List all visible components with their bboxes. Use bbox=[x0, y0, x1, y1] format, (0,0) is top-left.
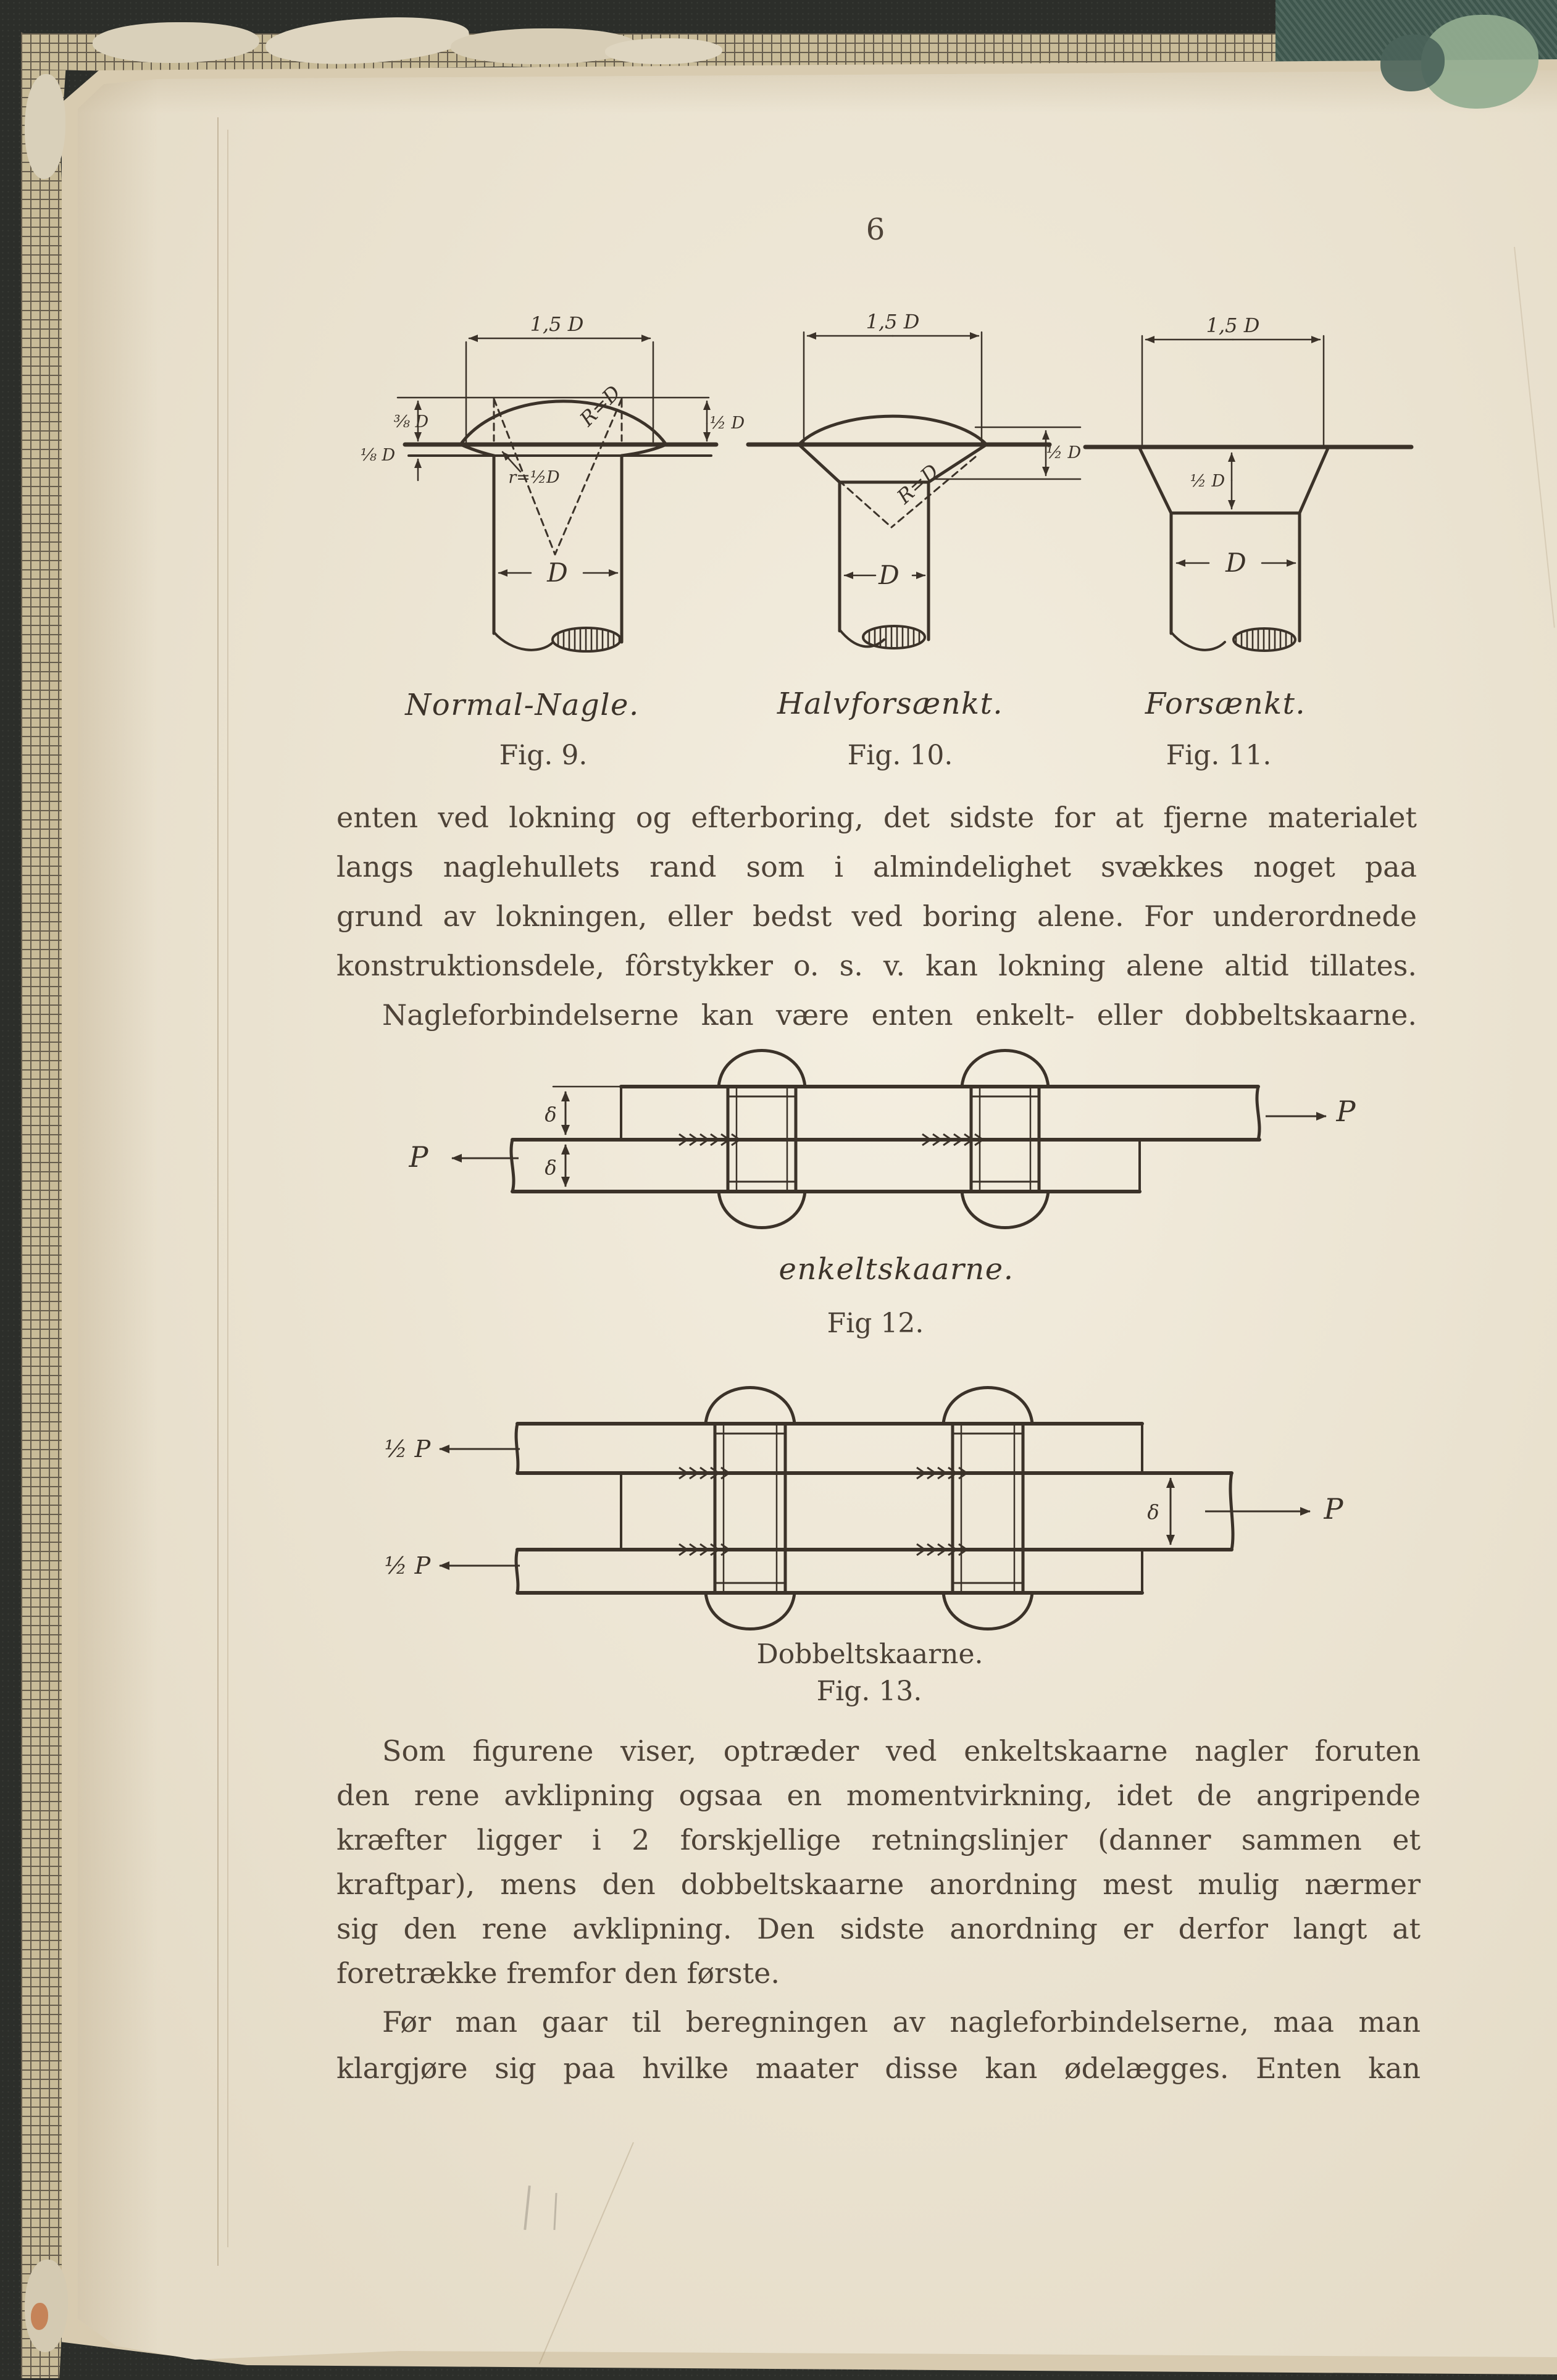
fig13-caption: Dobbeltskaarne. bbox=[756, 1639, 983, 1670]
paragraph-2 bbox=[336, 1729, 1421, 1995]
fig10-caption: Halvforsænkt. bbox=[777, 687, 1004, 721]
text-line: klargjøre sig paa hvilke maater disse kan ødelægges. Enten kan bbox=[336, 2052, 1421, 2085]
text-line: konstruktionsdele, fôrstykker o. s. v. kan lokning alene altid tillates. bbox=[336, 949, 1417, 982]
fig9-dim-side: ½ D bbox=[709, 414, 745, 433]
fig13-half-p-top: ½ P bbox=[384, 1435, 431, 1463]
text-line: Som figurene viser, optræder ved enkeltskaarne nagler foruten bbox=[382, 1734, 1421, 1768]
spine-crease bbox=[217, 117, 219, 2266]
text-line: sig den rene avklipning. Den sidste anordning er derfor langt at bbox=[336, 1912, 1421, 1945]
text-line: foretrække fremfor den første. bbox=[336, 1956, 780, 1990]
fig10-dim-width: 1,5 D bbox=[866, 310, 920, 333]
double-shear-joint-figure bbox=[346, 1346, 1426, 1729]
fig9-drawing bbox=[398, 338, 716, 651]
text-line: kraftpar), mens den dobbeltskaarne anordning mest mulig nærmer bbox=[336, 1868, 1421, 1901]
fig11-dim-diameter: D bbox=[1225, 548, 1246, 578]
fig12-p-left: P bbox=[409, 1140, 428, 1174]
fig12-plates bbox=[511, 1087, 1259, 1192]
fig11-dim-width: 1,5 D bbox=[1206, 314, 1260, 337]
paragraph-3 bbox=[336, 1999, 1421, 2092]
fig12-number: Fig 12. bbox=[827, 1308, 924, 1339]
fig13-half-p-bottom: ½ P bbox=[384, 1552, 431, 1579]
fig13-plates bbox=[516, 1424, 1233, 1593]
fig11-dim-depth: ½ D bbox=[1190, 472, 1225, 491]
fig13-number: Fig. 13. bbox=[816, 1676, 922, 1707]
page-number: 6 bbox=[866, 212, 885, 247]
fig11-caption: Forsænkt. bbox=[1145, 687, 1306, 721]
fig9-number: Fig. 9. bbox=[499, 740, 588, 771]
fig10-label-radius: R=D bbox=[892, 459, 943, 509]
fig11-drawing bbox=[1085, 336, 1411, 651]
fig13-delta: δ bbox=[1147, 1500, 1159, 1524]
fig12-caption: enkeltskaarne. bbox=[778, 1252, 1014, 1287]
text-line: kræfter ligger i 2 forskjellige retningslinjer (danner sammen et bbox=[336, 1823, 1421, 1856]
fig12-p-right: P bbox=[1336, 1095, 1356, 1128]
text-line: Nagleforbindelserne kan være enten enkelt- eller dobbeltskaarne. bbox=[382, 998, 1417, 1032]
fig12-delta-top: δ bbox=[545, 1103, 557, 1126]
fig9-label-radius: R=D bbox=[575, 380, 625, 431]
paragraph-1 bbox=[336, 793, 1417, 1040]
fig13-p-right: P bbox=[1324, 1492, 1343, 1526]
fig10-dim-side: ½ D bbox=[1046, 443, 1082, 462]
text-line: Før man gaar til beregningen av nagleforbindelserne, maa man bbox=[382, 2005, 1421, 2039]
fig12-delta-bottom: δ bbox=[545, 1156, 557, 1179]
fig9-dim-plate: ⅛ D bbox=[360, 446, 396, 465]
spine-crease bbox=[227, 130, 228, 2247]
rivet-types-figure bbox=[346, 296, 1438, 679]
fig9-dim-width: 1,5 D bbox=[530, 312, 584, 336]
binding-gauze-left bbox=[21, 32, 67, 2378]
fig13-caulking-marks bbox=[679, 1468, 967, 1555]
fig11-number: Fig. 11. bbox=[1166, 740, 1272, 771]
text-line: grund av lokningen, eller bedst ved boring alene. For underordnede bbox=[336, 900, 1417, 933]
fig10-dim-diameter: D bbox=[879, 560, 900, 590]
text-line: den rene avklipning ogsaa en momentvirkning, idet de angripende bbox=[336, 1779, 1421, 1812]
text-line: enten ved lokning og efterboring, det sidste for at fjerne materialet bbox=[336, 801, 1417, 834]
fig10-number: Fig. 10. bbox=[847, 740, 953, 771]
fig9-dim-head-height: ⅜ D bbox=[393, 412, 429, 432]
fig9-caption: Normal-Nagle. bbox=[405, 688, 640, 722]
fig9-dim-diameter: D bbox=[547, 557, 568, 588]
fig9-label-fillet: r=½D bbox=[508, 468, 560, 487]
text-line: langs naglehullets rand som i almindelighet svækkes noget paa bbox=[336, 850, 1417, 883]
